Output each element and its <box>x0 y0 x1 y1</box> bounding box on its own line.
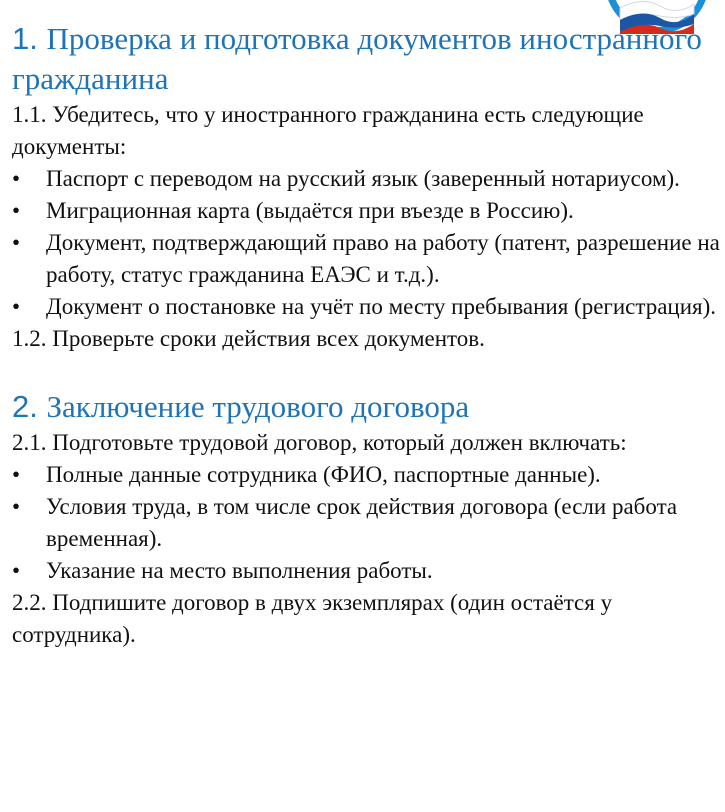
list-item <box>12 459 720 491</box>
section-1-outro: 1.2. Проверьте сроки действия всех документов. <box>12 326 485 351</box>
list-item-text: Указание на место выполнения работы. <box>46 558 433 583</box>
section-1-title: Проверка и подготовка документов иностранного гражданина <box>12 21 702 96</box>
section-2-intro: 2.1. Подготовьте трудовой договор, который должен включать: <box>12 430 627 455</box>
bullet-icon: • <box>12 558 21 583</box>
list-item <box>12 555 720 587</box>
list-item <box>12 491 720 555</box>
bullet-icon: • <box>12 166 21 191</box>
bullet-icon: • <box>12 230 21 255</box>
section-2-title: Заключение трудового договора <box>46 389 470 424</box>
section-1-list <box>12 163 720 323</box>
bullet-icon: • <box>12 494 21 519</box>
document-body <box>12 19 720 651</box>
list-item <box>12 195 720 227</box>
list-item-text: Миграционная карта (выдаётся при въезде в Россию). <box>46 198 574 223</box>
section-1-intro: 1.1. Убедитесь, что у иностранного гражданина есть следующие документы: <box>12 102 644 159</box>
list-item <box>12 291 720 323</box>
section-2-list <box>12 459 720 587</box>
section-spacer <box>12 355 720 387</box>
bullet-icon: • <box>12 294 21 319</box>
list-item <box>12 227 720 291</box>
section-2-outro: 2.2. Подпишите договор в двух экземплярах (один остаётся у сотрудника). <box>12 590 613 647</box>
bullet-icon: • <box>12 198 21 223</box>
list-item <box>12 163 720 195</box>
list-item-text: Полные данные сотрудника (ФИО, паспортные данные). <box>46 462 601 487</box>
list-item-text: Документ о постановке на учёт по месту пребывания (регистрация). <box>46 294 717 319</box>
list-item-text: Паспорт с переводом на русский язык (заверенный нотариусом). <box>46 166 680 191</box>
bullet-icon: • <box>12 462 21 487</box>
list-item-text: Условия труда, в том числе срок действия договора (если работа временная). <box>46 494 678 551</box>
list-item-text: Документ, подтверждающий право на работу (патент, разрешение на работу, статус гражданина ЕАЭС и т.д.). <box>46 230 720 287</box>
section-2-number: 2. <box>12 389 38 424</box>
section-1-number: 1. <box>12 21 38 56</box>
section-2-heading <box>12 387 720 427</box>
section-1-heading <box>12 19 720 99</box>
